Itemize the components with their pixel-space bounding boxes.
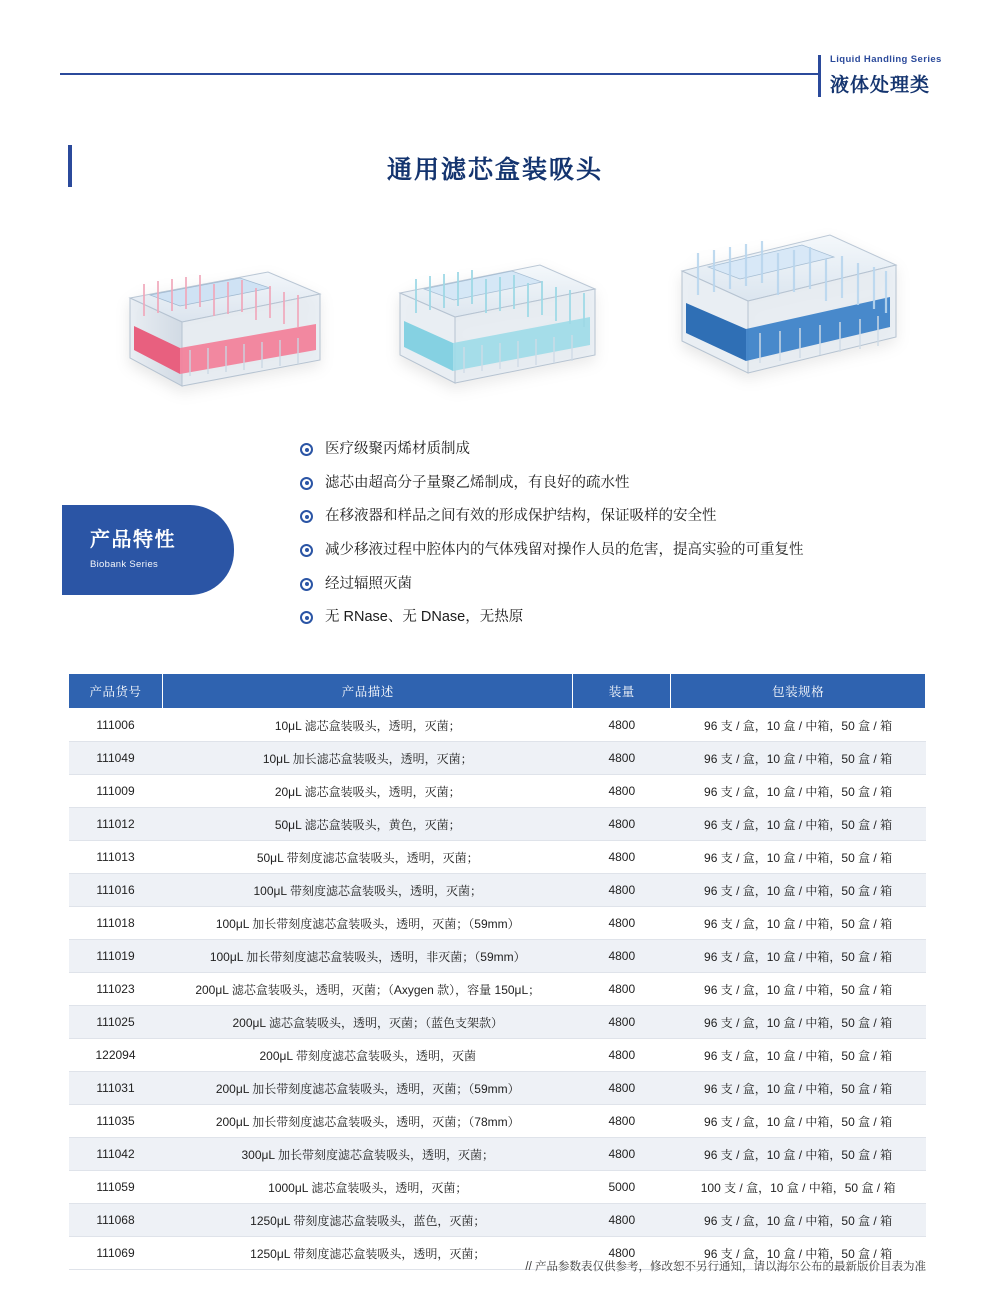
feature-item (300, 541, 940, 559)
cell-code: 111023 (69, 973, 163, 1006)
cell-packaging: 96 支 / 盒，10 盒 / 中箱，50 盒 / 箱 (671, 742, 926, 775)
cell-quantity: 4800 (573, 907, 671, 940)
specification-table (68, 673, 926, 1270)
cell-quantity: 4800 (573, 940, 671, 973)
cell-packaging: 96 支 / 盒，10 盒 / 中箱，50 盒 / 箱 (671, 1072, 926, 1105)
cell-packaging: 96 支 / 盒，10 盒 / 中箱，50 盒 / 箱 (671, 973, 926, 1006)
cell-quantity: 4800 (573, 775, 671, 808)
cell-description: 1250μL 带刻度滤芯盒装吸头，透明，灭菌； (163, 1237, 573, 1270)
feature-item (300, 507, 940, 525)
bullet-icon (300, 611, 313, 624)
cell-description: 1250μL 带刻度滤芯盒装吸头，蓝色，灭菌； (163, 1204, 573, 1237)
cell-description: 200μL 加长带刻度滤芯盒装吸头，透明，灭菌；（59mm） (163, 1072, 573, 1105)
tip-box-blue (670, 215, 905, 405)
column-header-description: 产品描述 (163, 674, 573, 709)
cell-description: 50μL 带刻度滤芯盒装吸头，透明，灭菌； (163, 841, 573, 874)
feature-item (300, 575, 940, 593)
cell-packaging: 96 支 / 盒，10 盒 / 中箱，50 盒 / 箱 (671, 1237, 926, 1270)
cell-packaging: 96 支 / 盒，10 盒 / 中箱，50 盒 / 箱 (671, 1138, 926, 1171)
cell-quantity: 4800 (573, 709, 671, 742)
header-series-en: Liquid Handling Series (830, 54, 942, 65)
cell-description: 20μL 滤芯盒装吸头，透明，灭菌； (163, 775, 573, 808)
table-row (69, 1039, 926, 1072)
cell-code: 111042 (69, 1138, 163, 1171)
header-divider (818, 55, 821, 97)
cell-description: 50μL 滤芯盒装吸头，黄色，灭菌； (163, 808, 573, 841)
table-row (69, 1204, 926, 1237)
table-row (69, 874, 926, 907)
table-row (69, 775, 926, 808)
cell-quantity: 4800 (573, 841, 671, 874)
cell-code: 111049 (69, 742, 163, 775)
cell-code: 111068 (69, 1204, 163, 1237)
cell-description: 200μL 滤芯盒装吸头，透明，灭菌；（Axygen 款），容量 150μL； (163, 973, 573, 1006)
product-image-gallery (60, 215, 940, 430)
cell-quantity: 4800 (573, 1204, 671, 1237)
cell-code: 111018 (69, 907, 163, 940)
cell-description: 100μL 加长带刻度滤芯盒装吸头，透明，灭菌；（59mm） (163, 907, 573, 940)
table-row (69, 841, 926, 874)
table-row (69, 1072, 926, 1105)
cell-description: 200μL 加长带刻度滤芯盒装吸头，透明，灭菌；（78mm） (163, 1105, 573, 1138)
feature-text: 减少移液过程中腔体内的气体残留对操作人员的危害，提高实验的可重复性 (325, 541, 804, 558)
table-row (69, 1138, 926, 1171)
cell-quantity: 4800 (573, 808, 671, 841)
bullet-icon (300, 544, 313, 557)
cell-code: 122094 (69, 1039, 163, 1072)
feature-badge-subtitle: Biobank Series (90, 559, 159, 570)
table-row (69, 1105, 926, 1138)
cell-packaging: 96 支 / 盒，10 盒 / 中箱，50 盒 / 箱 (671, 841, 926, 874)
feature-text: 滤芯由超高分子量聚乙烯制成，有良好的疏水性 (325, 474, 630, 491)
feature-item (300, 440, 940, 458)
table-row (69, 742, 926, 775)
cell-code: 111059 (69, 1171, 163, 1204)
cell-packaging: 96 支 / 盒，10 盒 / 中箱，50 盒 / 箱 (671, 808, 926, 841)
feature-text: 经过辐照灭菌 (325, 575, 412, 592)
cell-quantity: 4800 (573, 742, 671, 775)
table-row (69, 1171, 926, 1204)
feature-list (300, 440, 940, 642)
cell-packaging: 96 支 / 盒，10 盒 / 中箱，50 盒 / 箱 (671, 1039, 926, 1072)
bullet-icon (300, 443, 313, 456)
cell-code: 111035 (69, 1105, 163, 1138)
cell-description: 300μL 加长带刻度滤芯盒装吸头，透明，灭菌； (163, 1138, 573, 1171)
table-body (69, 709, 926, 1270)
footnote: // 产品参数表仅供参考，修改恕不另行通知，请以海尔公布的最新版价目表为准 (525, 1261, 926, 1273)
feature-text: 无 RNase、无 DNase，无热原 (325, 609, 524, 626)
cell-code: 111069 (69, 1237, 163, 1270)
bullet-icon (300, 510, 313, 523)
header-series-cn: 液体处理类 (830, 75, 931, 96)
cell-description: 200μL 带刻度滤芯盒装吸头，透明，灭菌 (163, 1039, 573, 1072)
cell-quantity: 5000 (573, 1171, 671, 1204)
cell-code: 111006 (69, 709, 163, 742)
cell-code: 111031 (69, 1072, 163, 1105)
table-row (69, 709, 926, 742)
feature-badge-title: 产品特性 (90, 529, 176, 551)
cell-packaging: 96 支 / 盒，10 盒 / 中箱，50 盒 / 箱 (671, 907, 926, 940)
cell-packaging: 96 支 / 盒，10 盒 / 中箱，50 盒 / 箱 (671, 1006, 926, 1039)
cell-packaging: 96 支 / 盒，10 盒 / 中箱，50 盒 / 箱 (671, 874, 926, 907)
cell-description: 10μL 加长滤芯盒装吸头，透明，灭菌； (163, 742, 573, 775)
cell-description: 10μL 滤芯盒装吸头，透明，灭菌； (163, 709, 573, 742)
column-header-code: 产品货号 (69, 674, 163, 709)
cell-packaging: 96 支 / 盒，10 盒 / 中箱，50 盒 / 箱 (671, 775, 926, 808)
feature-text: 在移液器和样品之间有效的形成保护结构，保证吸样的安全性 (325, 508, 717, 525)
table-header-row (69, 674, 926, 709)
column-header-packaging: 包装规格 (671, 674, 926, 709)
cell-description: 1000μL 滤芯盒装吸头，透明，灭菌； (163, 1171, 573, 1204)
bullet-icon (300, 477, 313, 490)
feature-item (300, 474, 940, 492)
header-rule (60, 73, 820, 75)
cell-packaging: 100 支 / 盒，10 盒 / 中箱，50 盒 / 箱 (671, 1171, 926, 1204)
cell-packaging: 96 支 / 盒，10 盒 / 中箱，50 盒 / 箱 (671, 1204, 926, 1237)
table-row (69, 940, 926, 973)
cell-code: 111012 (69, 808, 163, 841)
cell-packaging: 96 支 / 盒，10 盒 / 中箱，50 盒 / 箱 (671, 709, 926, 742)
feature-text: 医疗级聚丙烯材质制成 (325, 441, 470, 457)
cell-packaging: 96 支 / 盒，10 盒 / 中箱，50 盒 / 箱 (671, 940, 926, 973)
page-header (0, 0, 990, 110)
tip-box-pink (120, 250, 330, 415)
cell-description: 200μL 滤芯盒装吸头，透明，灭菌；（蓝色支架款） (163, 1006, 573, 1039)
cell-quantity: 4800 (573, 1006, 671, 1039)
cell-quantity: 4800 (573, 973, 671, 1006)
bullet-icon (300, 578, 313, 591)
cell-quantity: 4800 (573, 1138, 671, 1171)
table-row (69, 907, 926, 940)
cell-code: 111016 (69, 874, 163, 907)
cell-code: 111013 (69, 841, 163, 874)
cell-quantity: 4800 (573, 1237, 671, 1270)
cell-code: 111025 (69, 1006, 163, 1039)
feature-item (300, 608, 940, 626)
cell-quantity: 4800 (573, 1105, 671, 1138)
cell-code: 111009 (69, 775, 163, 808)
cell-quantity: 4800 (573, 1072, 671, 1105)
column-header-quantity: 装量 (573, 674, 671, 709)
cell-packaging: 96 支 / 盒，10 盒 / 中箱，50 盒 / 箱 (671, 1105, 926, 1138)
table-row (69, 808, 926, 841)
page-title-wrap (0, 150, 990, 186)
page-title: 通用滤芯盒装吸头 (386, 156, 603, 184)
tip-box-cyan (390, 243, 605, 413)
table-row (69, 973, 926, 1006)
cell-description: 100μL 加长带刻度滤芯盒装吸头，透明，非灭菌；（59mm） (163, 940, 573, 973)
cell-description: 100μL 带刻度滤芯盒装吸头，透明，灭菌； (163, 874, 573, 907)
cell-quantity: 4800 (573, 874, 671, 907)
cell-quantity: 4800 (573, 1039, 671, 1072)
feature-badge (62, 505, 234, 595)
table-row (69, 1006, 926, 1039)
cell-code: 111019 (69, 940, 163, 973)
